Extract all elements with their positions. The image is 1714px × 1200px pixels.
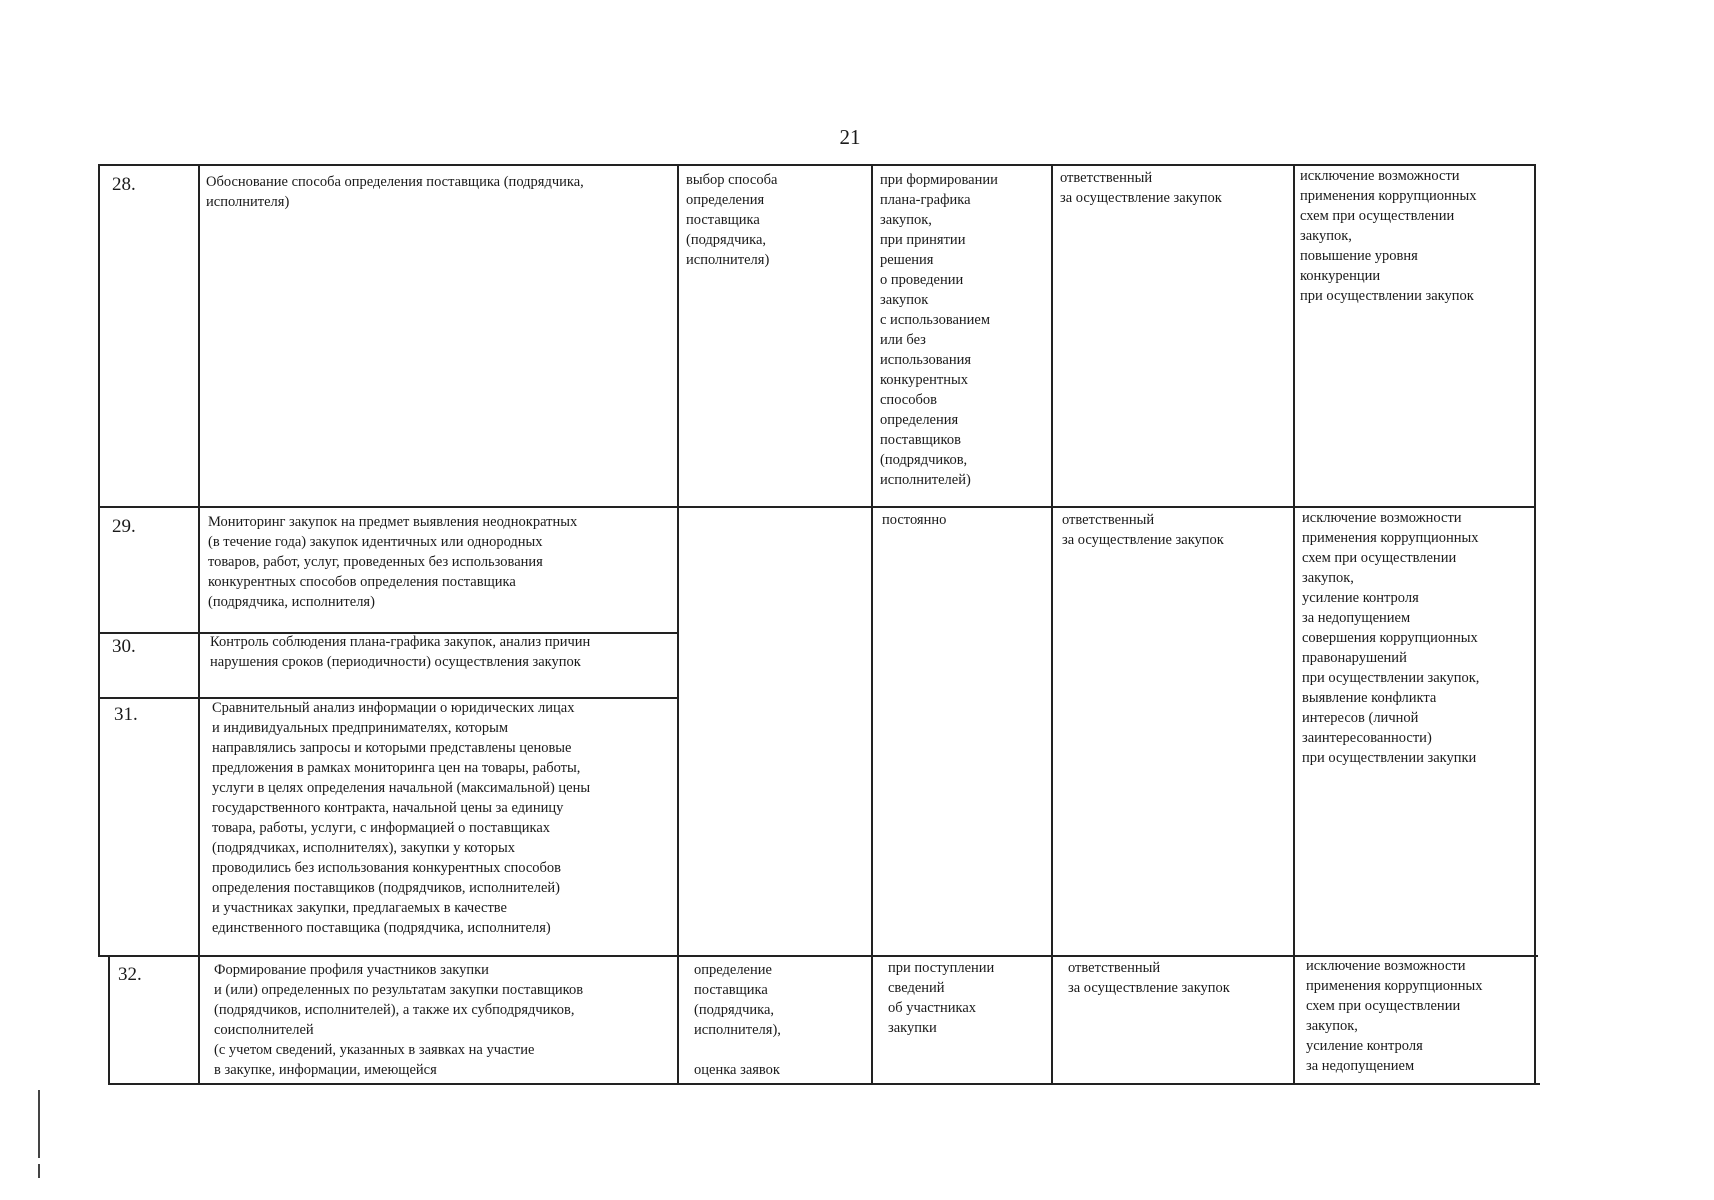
page-number: 21 [839, 125, 861, 149]
row-31-number: 31. [114, 704, 138, 725]
col-divider-2 [677, 164, 679, 1085]
table-border-left [98, 164, 100, 955]
row-31-task: Сравнительный анализ информации о юридических лицах и индивидуальных предпринимателях, которым направлялись запросы и которыми представлены ценовые предложения в рамках мониторинга цен на товары, работы, услуги в целях определения начальной (максимальной) цены государственного контракта, начальной цены за единицу товара, работы, услуги, с информацией о поставщиках (подрядчиках, исполнителях), закупки у которых проводились без использования конкурентных способов определения поставщиков (подрядчиков, исполнителей) и участниках закупки, предлагаемых в качестве единственного поставщика (подрядчика, исполнителя) [212, 700, 591, 936]
row-30-number: 30. [112, 636, 136, 657]
row-29-term: постоянно [882, 512, 947, 528]
row-30-task: Контроль соблюдения плана-графика закупок, анализ причин нарушения сроков (периодичности) осуществления закупок [210, 634, 591, 670]
row-28-responsible: ответственный за осуществление закупок [1060, 170, 1222, 206]
table-border-right [1534, 164, 1536, 1085]
col-divider-4 [1051, 164, 1053, 1085]
table-border-left-32 [108, 955, 110, 1085]
row-32-task: Формирование профиля участников закупки и (или) определенных по результатам закупки поставщиков (подрядчиков, исполнителей), а также их субподрядчиков, соисполнителей (с учетом сведений, указанных в заявках на участие в закупке, информации, имеющейся [214, 962, 584, 1078]
row-32-responsible: ответственный за осуществление закупок [1068, 960, 1230, 996]
row-32-result: исключение возможности применения коррупционных схем при осуществлении закупок, усиление контроля за недопущением [1306, 958, 1483, 1074]
table-border-bottom [110, 1083, 1540, 1085]
row-32-term: при поступлении сведений об участниках закупки [888, 960, 995, 1036]
row-28-term: при формировании плана-графика закупок, при принятии решения о проведении закупок с использованием или без использования конкурентных способов определения поставщиков (подрядчиков, исполнителей) [880, 172, 998, 488]
row-28-stage: выбор способа определения поставщика (подрядчика, исполнителя) [686, 172, 778, 268]
col-divider-5 [1293, 164, 1295, 1085]
col-divider-1 [198, 164, 200, 1085]
row-28-result: исключение возможности применения коррупционных схем при осуществлении закупок, повышение уровня конкуренции при осуществлении закупок [1300, 168, 1477, 304]
scan-margin-mark [38, 1090, 40, 1158]
row-29-number: 29. [112, 516, 136, 537]
row-32-number: 32. [118, 964, 142, 985]
row-28-task: Обоснование способа определения поставщика (подрядчика, исполнителя) [206, 174, 584, 210]
row-29-result: исключение возможности применения коррупционных схем при осуществлении закупок, усиление контроля за недопущением совершения коррупционных правонарушений при осуществлении закупок, выявление конфликта интересов (личной заинтересованности) при осуществлении закупки [1302, 510, 1480, 766]
col-divider-3 [871, 164, 873, 1085]
row-29-responsible: ответственный за осуществление закупок [1062, 512, 1224, 548]
row-28-number: 28. [112, 174, 136, 195]
row-32-stage: определение поставщика (подрядчика, исполнителя), оценка заявок [694, 962, 781, 1078]
scan-margin-mark [38, 1164, 40, 1178]
row-29-task: Мониторинг закупок на предмет выявления неоднократных (в течение года) закупок идентичных или однородных товаров, работ, услуг, проведенных без использования конкурентных способов определения поставщика (подрядчика, исполнителя) [208, 514, 578, 610]
